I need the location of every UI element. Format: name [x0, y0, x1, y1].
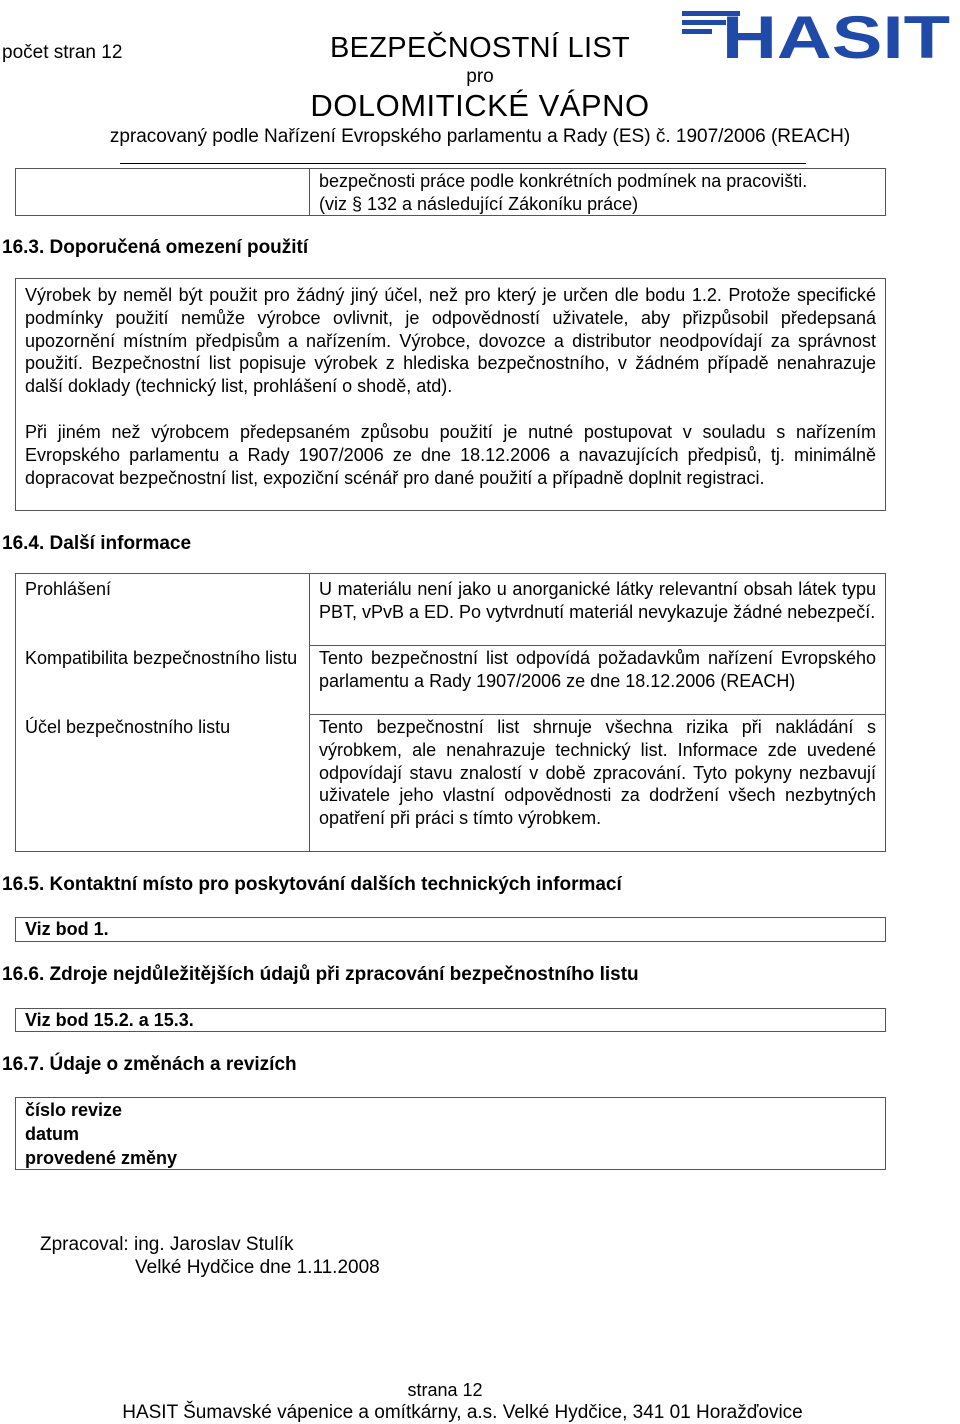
document-title: BEZPEČNOSTNÍ LIST	[330, 32, 630, 64]
section-16-3-text-2: Při jiném než výrobcem předepsaném způsobu použití je nutné postupovat v souladu s nařízením Evropského parlamentu a Rady 1907/2006 ze dne 18.12.2006 a navazujících předpisů, tj. minimálně dopracovat bezpečnostní list, expoziční scénář pro dané použití a případně doplnit registraci.	[25, 422, 876, 488]
header-rule	[120, 163, 806, 164]
info-label-purpose: Účel bezpečnostního listu	[25, 717, 231, 737]
section-16-3-heading: 16.3. Doporučená omezení použití	[2, 237, 309, 258]
page-count: počet stran 12	[2, 42, 123, 63]
section-16-5-text: Viz bod 1.	[25, 919, 109, 939]
info-text-declaration: U materiálu není jako u anorganické látky relevantní obsah látek typu PBT, vPvB a ED. Po vytvrdnutí materiál nevykazuje žádné nebezpečí.	[319, 579, 876, 622]
logo-text: HASIT	[722, 6, 950, 64]
section-16-4-heading: 16.4. Další informace	[2, 533, 192, 554]
section-16-3-box	[15, 278, 886, 511]
revision-table	[15, 1097, 886, 1170]
prepared-by: Zpracoval: ing. Jaroslav Stulík	[40, 1234, 294, 1255]
continuation-table	[15, 168, 886, 216]
info-label-compatibility: Kompatibilita bezpečnostního listu	[25, 648, 298, 668]
section-16-3-text-1: Výrobek by neměl být použit pro žádný jiný účel, než pro který je určen dle bodu 1.2. Protože specifické podmínky použití nemůže výrobce ovlivnit, je odpovědností uživatele, aby přizpůsobil předepsaná upozornění místním předpisům a nařízením. Výrobce, dovozce a distributor neodpovídají za správnost použití. Bezpečnostní list popisuje výrobek z hlediska bezpečnostního, v žádném případě nenahrazuje další doklady (technický list, prohlášení o shodě, atd).	[25, 285, 876, 397]
place-date: Velké Hydčice dne 1.11.2008	[135, 1257, 380, 1278]
hasit-logo	[682, 6, 954, 64]
section-16-6-text: Viz bod 15.2. a 15.3.	[25, 1010, 194, 1030]
section-16-5-heading: 16.5. Kontaktní místo pro poskytování dalších technických informací	[2, 874, 622, 895]
section-16-5-box	[15, 917, 886, 942]
section-16-7-heading: 16.7. Údaje o změnách a revizích	[2, 1054, 297, 1075]
info-label-declaration: Prohlášení	[25, 579, 112, 599]
info-text-compatibility: Tento bezpečnostní list odpovídá požadavkům nařízení Evropského parlamentu a Rady 1907/2006 ze dne 18.12.2006 (REACH)	[319, 648, 876, 691]
info-table	[15, 573, 886, 852]
section-16-6-heading: 16.6. Zdroje nejdůležitějších údajů při zpracování bezpečnostního listu	[2, 964, 639, 985]
continuation-line-1: bezpečnosti práce podle konkrétních podmínek na pracovišti.	[319, 171, 808, 191]
footer-page-number: strana 12	[407, 1380, 483, 1400]
footer-company: HASIT Šumavské vápenice a omítkárny, a.s. Velké Hydčice, 341 01 Horažďovice	[122, 1402, 803, 1423]
regulation-subtitle: zpracovaný podle Nařízení Evropského parlamentu a Rady (ES) č. 1907/2006 (REACH)	[109, 126, 851, 147]
revision-number-label: číslo revize	[25, 1100, 123, 1120]
revision-changes-label: provedené změny	[25, 1148, 178, 1168]
product-name: DOLOMITICKÉ VÁPNO	[310, 88, 650, 123]
continuation-line-2: (viz § 132 a následující Zákoníku práce)	[319, 194, 639, 214]
title-pro: pro	[466, 66, 494, 87]
revision-date-label: datum	[25, 1124, 79, 1144]
section-16-6-box	[15, 1008, 886, 1032]
info-text-purpose: Tento bezpečnostní list shrnuje všechna rizika při nakládání s výrobkem, ale nenahrazuje technický list. Informace zde uvedené odpovídají stavu znalostí v době zpracování. Tyto pokyny nezbavují uživatele jeho vlastní odpovědnosti za dodržení všech nezbytných opatření při práci s tímto výrobkem.	[319, 717, 876, 829]
